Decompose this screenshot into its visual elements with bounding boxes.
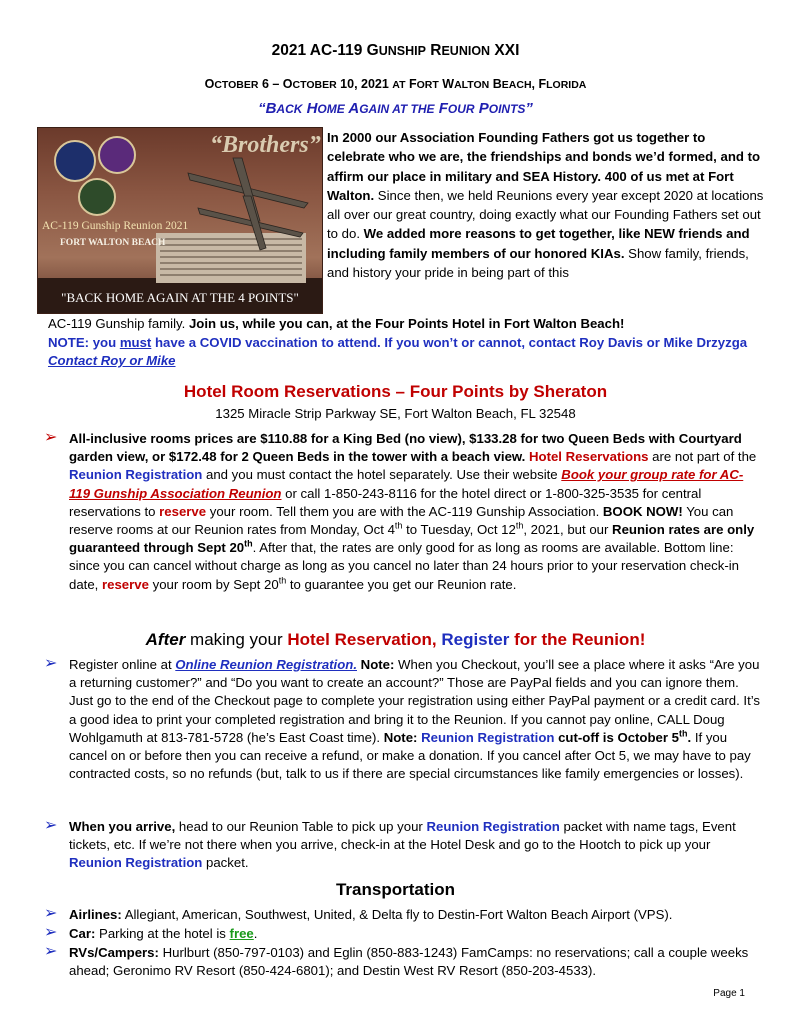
car-item: Car: Parking at the hotel is free. xyxy=(69,926,258,941)
airlines-item: Airlines: Allegiant, American, Southwest, United, & Delta fly to Destin-Fort Walton Beach Airport (VPS). xyxy=(69,907,673,922)
online-registration-link[interactable]: Online Reunion Registration. xyxy=(175,657,357,672)
page-number: Page 1 xyxy=(713,988,745,999)
hotel-booking-link[interactable]: Book your group rate for AC-119 Gunship Association Reunion xyxy=(69,467,744,501)
squadron-emblem-icon xyxy=(78,178,116,216)
transportation-heading: Transportation xyxy=(335,880,455,899)
reunion-poster-image xyxy=(37,127,323,314)
arrow-bullet-icon: ➢ xyxy=(44,817,58,834)
hotel-heading: Hotel Room Reservations – Four Points by Sheraton xyxy=(183,382,608,401)
intro-continuation: AC-119 Gunship family. Join us, while you can, at the Four Points Hotel in Fort Walton Beach! xyxy=(48,316,625,331)
hotel-details: All-inclusive rooms prices are $110.88 for a King Bed (no view), $133.28 for two Queen Beds with Courtyard garden view, or $172.48 for 2 Queen Beds in the tower with a beach view. Hotel Reservations are not part of the Reunion Registration and you must contact the hotel separately. Use their website Book your group rate for AC-119 Gunship Association Reunion or call 1-850-243-8116 for the hotel direct or 1-800-325-3535 for central reservations to reserve your room. Tell them you are with the AC-119 Gunship Association. BOOK NOW! You can reserve rooms at our Reunion rates from Monday, Oct 4th to Tuesday, Oct 12th, 2021, but our Reunion rates are only guaranteed through Sept 20th. After that, the rates are only good for as long as rooms are available. Bottom line: since you can cancel without charge as long as you cancel no later than 24 hours prior to your reservation check-in date, reserve your room by Sept 20th to guarantee you get our Reunion rate. xyxy=(69,431,757,592)
squadron-patch-icon xyxy=(98,136,136,174)
poster-reunion-text: AC-119 Gunship Reunion 2021 xyxy=(42,220,189,232)
poster-location-text: FORT WALTON BEACH xyxy=(60,238,166,248)
covid-note: NOTE: you must have a COVID vaccination to attend. If you won’t or cannot, contact Roy Davis or Mike Drzyzga Contact Roy or Mike xyxy=(48,335,748,368)
rv-campers-item: RVs/Campers: Hurlburt (850-797-0103) and Eglin (850-883-1243) FamCamps: no reservations; call a couple weeks ahead; Geronimo RV Resort (850-424-6801); and Destin West RV Resort (850-203-4533). xyxy=(69,945,749,979)
arrow-bullet-icon: ➢ xyxy=(44,905,58,922)
unit-seal-icon xyxy=(54,140,96,182)
register-heading: After making your Hotel Reservation, Register for the Reunion! xyxy=(145,630,646,649)
page-title: 2021 AC-119 GUNSHIP REUNION XXI xyxy=(271,42,520,59)
contact-link[interactable]: Contact Roy or Mike xyxy=(48,353,176,368)
poster-brothers-text: “Brothers” xyxy=(210,132,321,158)
intro-paragraph: In 2000 our Association Founding Fathers got us together to celebrate who we are, the friendships and bonds we’d formed, and to affirm our place in military and SEA History. 400 of us met at Fort Walton. Since then, we held Reunions every year except 2020 at locations all over our great country, doing exactly what our Founding Fathers set out to do. We added more reasons to get together, like NEW friends and including family members of our honored KIAs. Show family, friends, and history your pride in being part of this xyxy=(327,130,764,281)
registration-details: Register online at Online Reunion Registration. Note: When you Checkout, you’ll see a place where it asks “Are you a returning customer?” and “Do you want to create an account?” Those are PayPal fields and you can ignore them. Just go to the end of the Checkout page to complete your registration using either PayPal payment or a credit card. It’s a good idea to print your completed registration and bring it to the Reunion. If you cannot pay online, CALL Doug Wohlgamuth at 813-781-5728 (he’s East Coast time). Note: Reunion Registration cut-off is October 5th. If you cancel on or before then you can receive a refund, or make a donation. If you cancel after Oct 5, we may have to pay contracted costs, so no refunds (but, talk to us if there are special circumstances like family emergencies or losses). xyxy=(69,657,761,782)
arrival-details: When you arrive, head to our Reunion Table to pick up your Reunion Registration packet with name tags, Event tickets, etc. If we’re not there when you arrive, check-in at the Hotel Desk and go to the Hootch to pick up your Reunion Registration packet. xyxy=(69,819,736,871)
tagline: “BACK HOME AGAIN AT THE FOUR POINTS” xyxy=(258,100,533,117)
event-dates: OCTOBER 6 – OCTOBER 10, 2021 AT FORT WALTON BEACH, FLORIDA xyxy=(204,77,587,91)
arrow-bullet-icon: ➢ xyxy=(44,429,58,446)
arrow-bullet-icon: ➢ xyxy=(44,943,58,960)
arrow-bullet-icon: ➢ xyxy=(44,924,58,941)
hotel-address: 1325 Miracle Strip Parkway SE, Fort Walton Beach, FL 32548 xyxy=(215,406,576,421)
arrow-bullet-icon: ➢ xyxy=(44,655,58,672)
poster-banner-text: "BACK HOME AGAIN AT THE 4 POINTS" xyxy=(61,290,299,305)
